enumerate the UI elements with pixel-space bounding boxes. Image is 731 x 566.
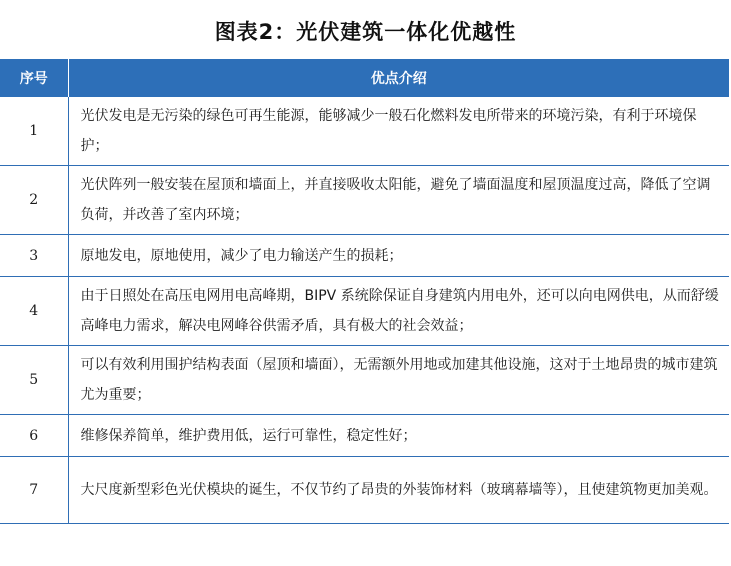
table-title: 图表2：光伏建筑一体化优越性 [214, 20, 517, 44]
row-number: 5 [0, 346, 68, 415]
row-description: 可以有效利用围护结构表面（屋顶和墙面），无需额外用地或加建其他设施，这对于土地昂贵的城市建筑尤为重要； [68, 346, 729, 415]
table-row [0, 346, 729, 415]
row-description: 光伏发电是无污染的绿色可再生能源，能够减少一般石化燃料发电所带来的环境污染，有利于环境保护； [68, 97, 729, 166]
header-description: 优点介绍 [68, 59, 729, 97]
table-row [0, 277, 729, 346]
table-row [0, 457, 729, 524]
row-number: 3 [0, 235, 68, 277]
row-description: 光伏阵列一般安装在屋顶和墙面上，并直接吸收太阳能，避免了墙面温度和屋顶温度过高，降低了空调负荷，并改善了室内环境； [68, 166, 729, 235]
table-row [0, 415, 729, 457]
row-number: 7 [0, 457, 68, 524]
table-header [0, 59, 729, 97]
row-number: 4 [0, 277, 68, 346]
row-number: 2 [0, 166, 68, 235]
table-row [0, 97, 729, 166]
row-description: 维修保养简单，维护费用低，运行可靠性，稳定性好； [68, 415, 729, 457]
header-row [0, 59, 729, 97]
row-description: 原地发电，原地使用，减少了电力输送产生的损耗； [68, 235, 729, 277]
table-body [0, 97, 729, 524]
header-index: 序号 [0, 59, 68, 97]
advantages-table [0, 59, 729, 524]
row-number: 1 [0, 97, 68, 166]
table-row [0, 166, 729, 235]
row-description: 由于日照处在高压电网用电高峰期，BIPV 系统除保证自身建筑内用电外，还可以向电网供电，从而舒缓高峰电力需求，解决电网峰谷供需矛盾，具有极大的社会效益； [68, 277, 729, 346]
table-row [0, 235, 729, 277]
row-number: 6 [0, 415, 68, 457]
row-description: 大尺度新型彩色光伏模块的诞生，不仅节约了昂贵的外装饰材料（玻璃幕墙等），且使建筑物更加美观。 [68, 457, 729, 524]
